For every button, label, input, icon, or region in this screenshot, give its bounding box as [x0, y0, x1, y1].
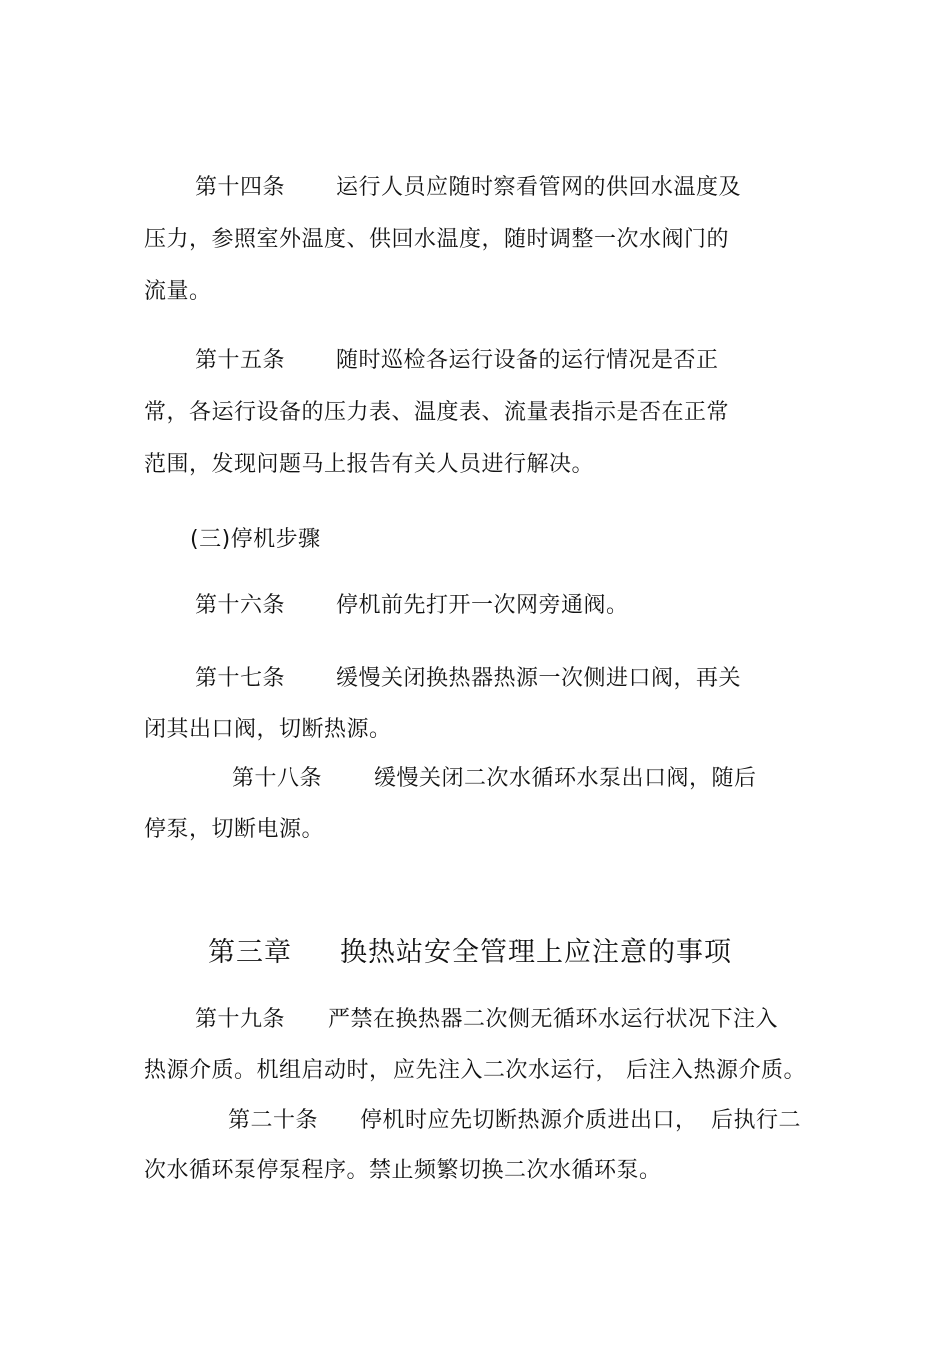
article-14-line-3: 流量。 [144, 279, 212, 304]
article-15-line-1: 随时巡检各运行设备的运行情况是否正 [336, 348, 719, 373]
article-20-line-2: 次水循环泵停泵程序。禁止频繁切换二次水循环泵。 [144, 1158, 662, 1183]
article-18-label: 第十八条 [232, 766, 323, 791]
article-20-line-1a: 停机时应先切断热源介质进出口， [360, 1108, 698, 1133]
article-14-line-2: 压力，参照室外温度、供回水温度，随时调整一次水阀门的 [144, 227, 730, 252]
article-15-label: 第十五条 [195, 348, 286, 373]
article-17-line-1: 缓慢关闭换热器热源一次侧进口阀，再关 [336, 666, 742, 691]
chapter-title: 换热站安全管理上应注意的事项 [340, 937, 732, 968]
article-19-line-2b: 应先注入二次水运行， [393, 1058, 619, 1083]
article-16-line-1: 停机前先打开一次网旁通阀。 [336, 593, 629, 618]
article-19-line-1: 严禁在换热器二次侧无循环水运行状况下注入 [328, 1007, 779, 1032]
chapter-number: 第三章 [208, 937, 292, 968]
article-19-line-2c: 后注入热源介质。 [626, 1058, 807, 1083]
article-14-line-1: 运行人员应随时察看管网的供回水温度及 [336, 175, 742, 200]
article-18-line-2: 停泵，切断电源。 [144, 817, 325, 842]
section-title: (三)停机步骤 [190, 527, 321, 552]
article-19-label: 第十九条 [195, 1007, 286, 1032]
article-20-line-1b: 后执行二 [711, 1108, 802, 1133]
article-20-label: 第二十条 [228, 1108, 319, 1133]
article-16-label: 第十六条 [195, 593, 286, 618]
article-17-line-2: 闭其出口阀，切断热源。 [144, 717, 392, 742]
article-19-line-2a: 热源介质。机组启动时， [144, 1058, 392, 1083]
article-17-label: 第十七条 [195, 666, 286, 691]
article-15-line-3: 范围，发现问题马上报告有关人员进行解决。 [144, 452, 595, 477]
article-18-line-1: 缓慢关闭二次水循环水泵出口阀，随后 [374, 766, 757, 791]
article-15-line-2: 常，各运行设备的压力表、温度表、流量表指示是否在正常 [144, 400, 730, 425]
article-14-label: 第十四条 [195, 175, 286, 200]
